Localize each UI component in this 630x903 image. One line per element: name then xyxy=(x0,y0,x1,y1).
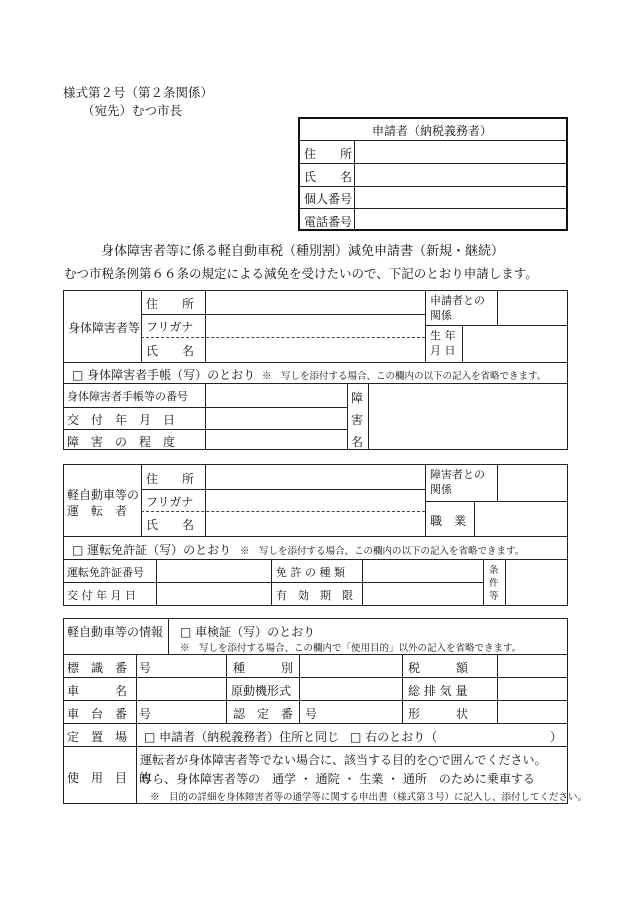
storage-close: ） xyxy=(550,730,563,744)
disabled-label: 身体障害者等 xyxy=(68,321,141,335)
addressee: （宛先）むつ市長 xyxy=(82,103,183,118)
storage-label: 定 置 場 xyxy=(67,730,128,744)
disabled-book-note-small: ※ 写しを添付する場合、この欄内の以下の記入を省略できます。 xyxy=(262,371,547,382)
applicant-address-label: 住 所 xyxy=(304,147,353,161)
disability-name-1: 障 xyxy=(351,391,364,405)
license-valid-label: 有 効 期 限 xyxy=(276,589,353,602)
vehicle-cert-check: □ 車検証（写）のとおり xyxy=(180,625,316,639)
driver-address-label: 住 所 xyxy=(146,472,195,486)
purpose-line-2: 専ら、身体障害者等の 通学 ・ 通院 ・ 生業 ・ 通所 のために乗車する xyxy=(140,772,535,786)
license-note-small: ※ 写しを添付する場合、この欄内の以下の記入を省略できます。 xyxy=(240,546,525,557)
tax-label: 税 額 xyxy=(408,661,469,675)
storage-option-same: □ 申請者（納税義務者）住所と同じ xyxy=(144,730,340,744)
driver-furigana-label: フリガナ xyxy=(146,495,194,509)
license-number-label: 運転免許証番号 xyxy=(67,566,144,579)
vehicle-note-small: ※ 写しを添付する場合、この欄内で「使用目的」以外の記入を省略できます。 xyxy=(180,643,522,654)
disabled-furigana-label: フリガナ xyxy=(146,320,194,334)
engine-label: 原動機形式 xyxy=(231,684,292,698)
book-issue-label: 交 付 年 月 日 xyxy=(67,413,176,427)
cert-number-label: 認 定 番 号 xyxy=(233,707,318,721)
intro-text: むつ市税条例第６６条の規定による減免を受けたいので、下記のとおり申請します。 xyxy=(64,266,538,281)
driver-label-1: 軽自動車等の xyxy=(67,488,140,502)
kind-label: 種 別 xyxy=(233,661,294,675)
purpose-line-1: 運転者が身体障害者等でない場合に、該当する目的を○で囲んでください。 xyxy=(140,753,547,767)
disabled-address-label: 住 所 xyxy=(146,297,195,311)
car-name-label: 車 名 xyxy=(67,684,128,698)
conditions-3: 等 xyxy=(489,591,499,602)
disabled-relation-label: 申請者との関係 xyxy=(430,294,485,322)
disabled-birth-label: 生 年 月 日 xyxy=(430,329,456,357)
vehicle-info-label: 軽自動車等の情報 xyxy=(67,625,164,639)
document-title: 身体障害者等に係る軽自動車税（種別割）減免申請書（新規・継続） xyxy=(101,244,505,259)
driver-label-2: 運 転 者 xyxy=(67,504,128,518)
disability-degree-label: 障 害 の 程 度 xyxy=(67,435,176,449)
driver-job-label: 職 業 xyxy=(430,514,467,528)
purpose-line-3: ※ 目的の詳細を身体障害者等の通学等に関する申出書（様式第３号）に記入し、添付してください。 xyxy=(150,792,588,803)
chassis-label: 車 台 番 号 xyxy=(67,707,152,721)
displacement-label: 総 排 気 量 xyxy=(408,684,468,698)
disability-name-2: 害 xyxy=(351,413,364,427)
driver-name-label: 氏 名 xyxy=(146,518,195,532)
applicant-mynumber-label: 個人番号 xyxy=(304,192,353,206)
license-issue-label: 交 付 年 月 日 xyxy=(67,589,136,602)
applicant-phone-label: 電話番号 xyxy=(304,215,353,229)
purpose-label: 使 用 目 的 xyxy=(67,771,152,785)
book-number-label: 身体障害者手帳等の番号 xyxy=(67,390,188,403)
form-number: 様式第２号（第２条関係） xyxy=(63,85,214,100)
disabled-book-note: □ 身体障害者手帳（写）のとおり xyxy=(72,368,256,382)
disabled-name-label: 氏 名 xyxy=(146,344,195,358)
conditions-1: 条 xyxy=(489,565,499,576)
storage-option-other: □ 右のとおり（ xyxy=(350,730,438,744)
applicant-name-label: 氏 名 xyxy=(304,170,353,184)
shape-label: 形 状 xyxy=(408,707,469,721)
conditions-2: 件 xyxy=(489,578,499,589)
plate-label: 標 識 番 号 xyxy=(67,661,152,675)
disability-name-3: 名 xyxy=(351,435,364,449)
driver-relation-label: 障害者との関係 xyxy=(430,468,485,496)
applicant-title: 申請者（納税義務者） xyxy=(372,124,493,138)
license-note: □ 運転免許証（写）のとおり xyxy=(72,543,232,557)
license-type-label: 免 許 の 種 類 xyxy=(276,566,345,579)
